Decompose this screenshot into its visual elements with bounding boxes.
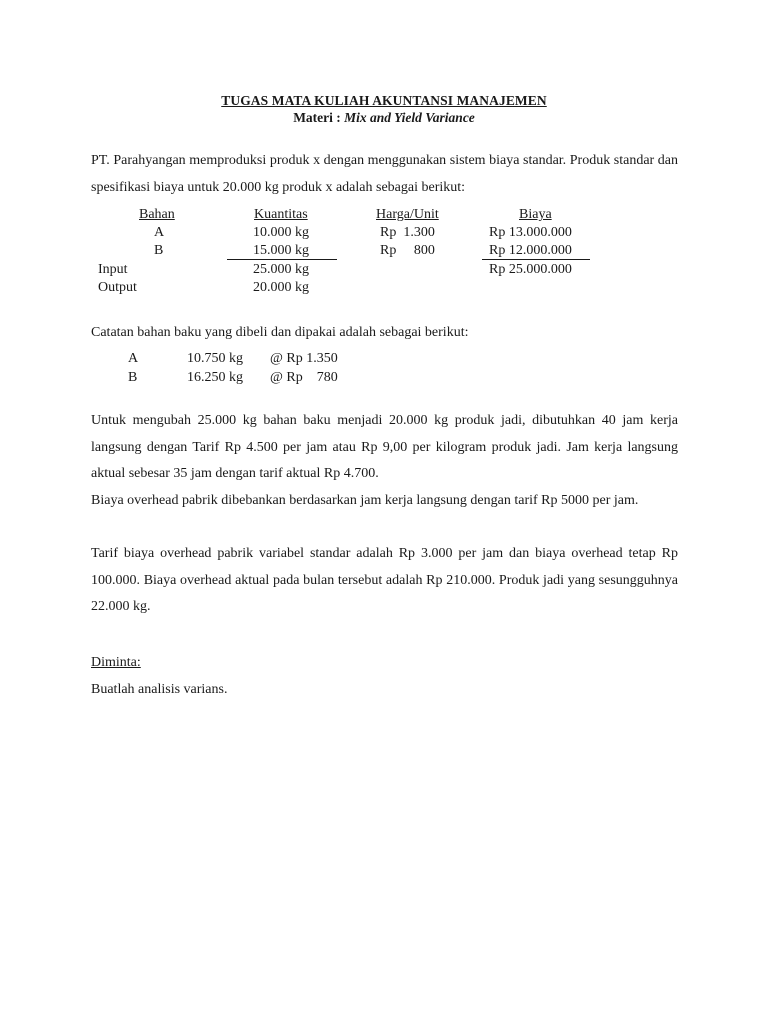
input-quantity: 25.000 kg [253,262,309,277]
actual-row-b-qty: 16.250 kg [187,370,243,385]
actual-row-b-price: @ Rp 780 [270,370,338,385]
request-label: Diminta: [91,655,141,670]
header-kuantitas: Kuantitas [254,207,308,222]
header-harga-unit: Harga/Unit [376,207,439,222]
table-row-b-kuantitas: 15.000 kg [253,243,309,258]
header-biaya: Biaya [519,207,552,222]
overhead-rates-paragraph: Tarif biaya overhead pabrik variabel standar adalah Rp 3.000 per jam dan biaya overhead tetap Rp 100.000. Biaya overhead aktual pada bulan tersebut adalah Rp 210.000. Produk jadi yang sesungguhnya 22.000 kg. [91,546,678,614]
table-row-a-bahan: A [154,225,165,240]
actual-materials-intro: Catatan bahan baku yang dibeli dan dipakai adalah sebagai berikut: [91,325,469,340]
table-row-a-biaya: Rp 13.000.000 [489,225,572,240]
actual-row-a-qty: 10.750 kg [187,351,243,366]
table-row-b-bahan: B [154,243,164,258]
subtitle-topic: Mix and Yield Variance [344,110,475,125]
overhead-applied-paragraph: Biaya overhead pabrik dibebankan berdasarkan jam kerja langsung dengan tarif Rp 5000 per jam. [91,493,639,508]
output-label: Output [98,280,137,295]
table-row-a-kuantitas: 10.000 kg [253,225,309,240]
intro-paragraph: PT. Parahyangan memproduksi produk x dengan menggunakan sistem biaya standar. Produk standar dan spesifikasi biaya untuk 20.000 kg produk x adalah sebagai berikut: [91,153,678,195]
quantity-total-rule [227,259,337,260]
subtitle-prefix: Materi : [293,110,345,125]
table-row-b-harga: Rp 800 [380,243,435,258]
actual-row-b-bahan: B [128,370,138,385]
labor-paragraph: Untuk mengubah 25.000 kg bahan baku menjadi 20.000 kg produk jadi, dibutuhkan 40 jam kerja langsung dengan Tarif Rp 4.500 per jam atau Rp 9,00 per kilogram produk jadi. Jam kerja langsung aktual sebesar 35 jam dengan tarif aktual Rp 4.700. [91,413,678,481]
table-row-a-harga: Rp 1.300 [380,225,435,240]
request-text: Buatlah analisis varians. [91,682,228,697]
table-row-b-biaya: Rp 12.000.000 [489,243,572,258]
output-quantity: 20.000 kg [253,280,309,295]
input-label: Input [98,262,128,277]
actual-row-a-price: @ Rp 1.350 [270,351,338,366]
document-subtitle [0,110,768,126]
actual-row-a-bahan: A [128,351,139,366]
header-bahan: Bahan [139,207,175,222]
cost-total-rule [482,259,590,260]
document-title: TUGAS MATA KULIAH AKUNTANSI MANAJEMEN [221,93,547,108]
input-cost: Rp 25.000.000 [489,262,572,277]
